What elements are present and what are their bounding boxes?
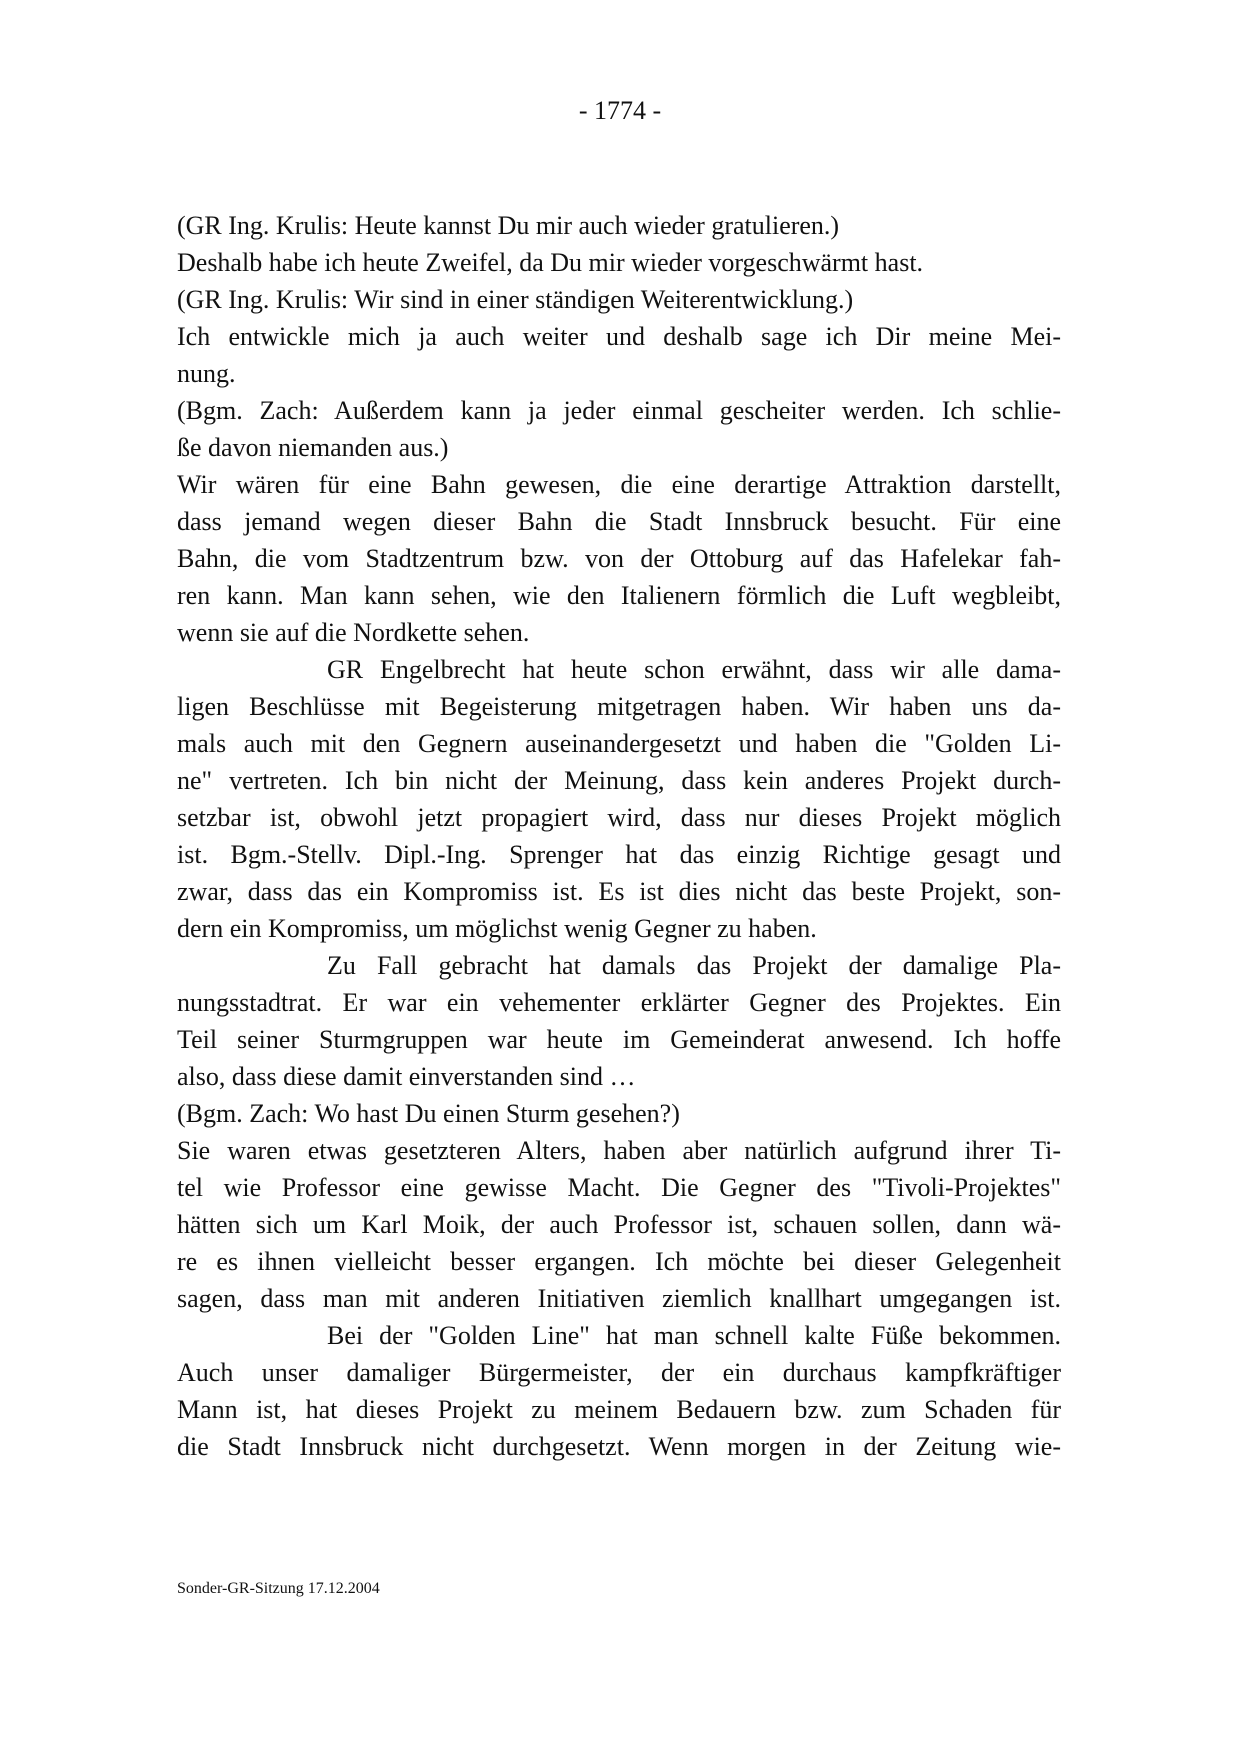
text-line: ren kann. Man kann sehen, wie den Italienern förmlich die Luft wegbleibt, [177, 581, 1061, 610]
text-line: Auch unser damaliger Bürgermeister, der ein durchaus kampfkräftiger [177, 1358, 1061, 1387]
text-line: sagen, dass man mit anderen Initiativen ziemlich knallhart umgegangen ist. [177, 1284, 1061, 1313]
text-line: dern ein Kompromiss, um möglichst wenig Gegner zu haben. [177, 914, 817, 943]
text-line: re es ihnen vielleicht besser ergangen. Ich möchte bei dieser Gelegenheit [177, 1247, 1061, 1276]
text-line: zwar, dass das ein Kompromiss ist. Es ist dies nicht das beste Projekt, son- [177, 877, 1061, 906]
text-line: ligen Beschlüsse mit Begeisterung mitgetragen haben. Wir haben uns da- [177, 692, 1061, 721]
text-line: nungsstadtrat. Er war ein vehementer erklärter Gegner des Projektes. Ein [177, 988, 1061, 1017]
text-line: Sie waren etwas gesetzteren Alters, haben aber natürlich aufgrund ihrer Ti- [177, 1136, 1061, 1165]
text-line: Mann ist, hat dieses Projekt zu meinem Bedauern bzw. zum Schaden für [177, 1395, 1061, 1424]
transcript-body [177, 207, 1061, 1465]
text-line: ße davon niemanden aus.) [177, 433, 449, 462]
text-line: setzbar ist, obwohl jetzt propagiert wird, dass nur dieses Projekt möglich [177, 803, 1061, 832]
text-line: hätten sich um Karl Moik, der auch Professor ist, schauen sollen, dann wä- [177, 1210, 1061, 1239]
text-line: ne" vertreten. Ich bin nicht der Meinung, dass kein anderes Projekt durch- [177, 766, 1061, 795]
page-footer: Sonder-GR-Sitzung 17.12.2004 [177, 1580, 380, 1597]
text-line: dass jemand wegen dieser Bahn die Stadt Innsbruck besucht. Für eine [177, 507, 1061, 536]
text-line: wenn sie auf die Nordkette sehen. [177, 618, 530, 647]
text-line: also, dass diese damit einverstanden sind … [177, 1062, 636, 1091]
text-line: mals auch mit den Gegnern auseinandergesetzt und haben die "Golden Li- [177, 729, 1061, 758]
text-line: (Bgm. Zach: Außerdem kann ja jeder einmal gescheiter werden. Ich schlie- [177, 396, 1061, 425]
text-line: die Stadt Innsbruck nicht durchgesetzt. Wenn morgen in der Zeitung wie- [177, 1432, 1061, 1461]
text-line: Zu Fall gebracht hat damals das Projekt der damalige Pla- [327, 951, 1061, 980]
text-line: Ich entwickle mich ja auch weiter und deshalb sage ich Dir meine Mei- [177, 322, 1061, 351]
text-line: Teil seiner Sturmgruppen war heute im Gemeinderat anwesend. Ich hoffe [177, 1025, 1061, 1054]
text-line: (Bgm. Zach: Wo hast Du einen Sturm gesehen?) [177, 1099, 680, 1128]
text-line: tel wie Professor eine gewisse Macht. Die Gegner des "Tivoli-Projektes" [177, 1173, 1061, 1202]
text-line: nung. [177, 359, 236, 388]
text-line: Wir wären für eine Bahn gewesen, die eine derartige Attraktion darstellt, [177, 470, 1061, 499]
text-line: GR Engelbrecht hat heute schon erwähnt, dass wir alle dama- [327, 655, 1061, 684]
text-line: (GR Ing. Krulis: Heute kannst Du mir auch wieder gratulieren.) [177, 211, 840, 240]
text-line: Bei der "Golden Line" hat man schnell kalte Füße bekommen. [327, 1321, 1061, 1350]
page-number: - 1774 - [578, 96, 662, 125]
text-line: Deshalb habe ich heute Zweifel, da Du mir wieder vorgeschwärmt hast. [177, 248, 924, 277]
text-line: (GR Ing. Krulis: Wir sind in einer ständigen Weiterentwicklung.) [177, 285, 854, 314]
text-line: ist. Bgm.-Stellv. Dipl.-Ing. Sprenger hat das einzig Richtige gesagt und [177, 840, 1061, 869]
text-line: Bahn, die vom Stadtzentrum bzw. von der Ottoburg auf das Hafelekar fah- [177, 544, 1061, 573]
